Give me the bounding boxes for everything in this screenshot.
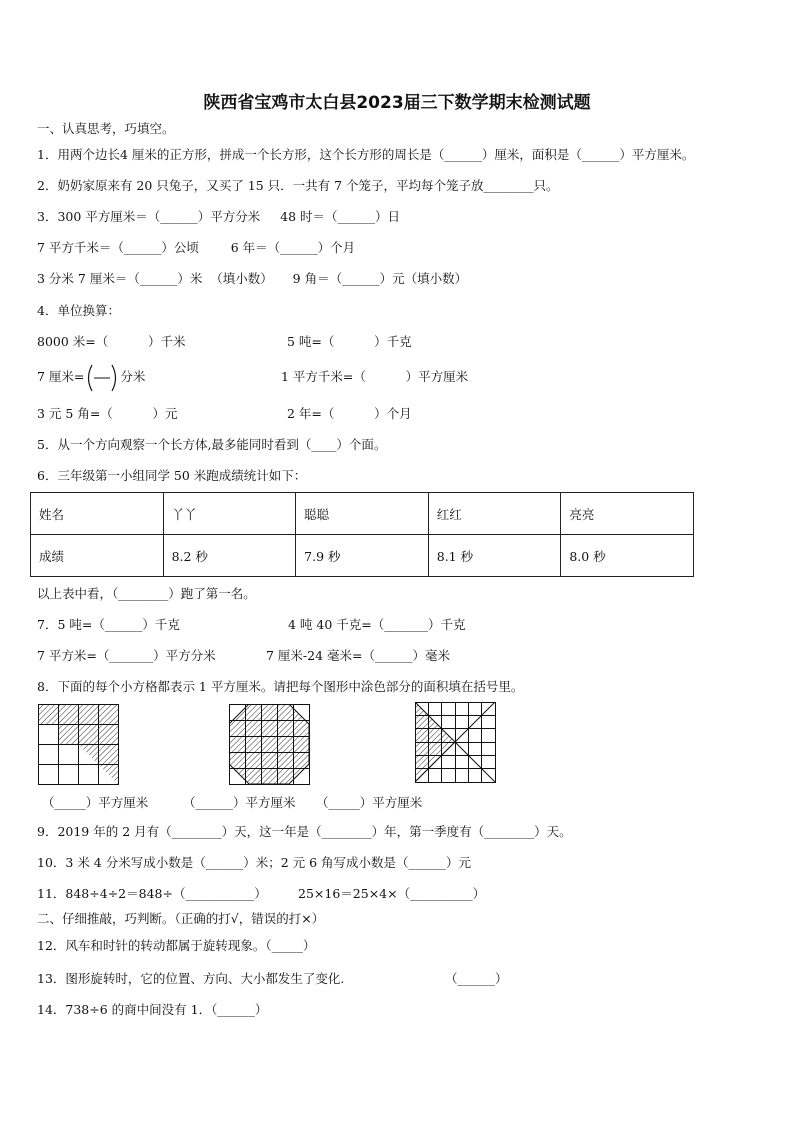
question-11-right: 25×16＝25×4×（__________）: [298, 886, 486, 901]
table-cell: 聪聪: [296, 493, 429, 535]
question-7b-left: 7 平方米=（_______）平方分米: [37, 648, 216, 663]
q4b-prefix: 7 厘米=: [37, 369, 85, 384]
fraction-blank: [84, 370, 120, 386]
question-4: 4．单位换算：: [37, 303, 120, 318]
table-cell: 8.1 秒: [428, 535, 561, 577]
figure-1-grid: [38, 704, 120, 786]
question-3c: 3 分米 7 厘米＝（______）米 （填小数） 9 角＝（______）元（填小数）: [37, 271, 468, 286]
question-4a-right: 5 吨=（ ）千克: [287, 334, 412, 349]
question-4c-left: 3 元 5 角=（ ）元: [37, 406, 178, 421]
question-14: 14．738÷6 的商中间没有 1．（______）: [37, 1002, 268, 1017]
question-7a-left: 7．5 吨=（______）千克: [37, 617, 180, 632]
figure-1-answer: （_____）平方厘米: [42, 795, 149, 810]
question-12: 12．风车和时针的转动都属于旋转现象。（_____）: [37, 938, 316, 953]
table-cell: 姓名: [31, 493, 164, 535]
question-10: 10．3 米 4 分米写成小数是（______）米；2 元 6 角写成小数是（______）元: [37, 855, 472, 870]
table-cell: 亮亮: [561, 493, 694, 535]
figure-3-answer: （_____）平方厘米: [316, 795, 423, 810]
question-4b-right: 1 平方千米=（ ）平方厘米: [281, 369, 469, 384]
figure-2-answer: （______）平方厘米: [183, 795, 296, 810]
figure-3-grid: [415, 702, 497, 784]
question-4a-left: 8000 米=（ ）千米: [37, 334, 186, 349]
table-cell: 8.2 秒: [163, 535, 296, 577]
question-11-left: 11．848÷4÷2＝848÷（___________）: [37, 886, 267, 901]
table-cell: 成绩: [31, 535, 164, 577]
q4b-suffix: 分米: [120, 369, 146, 384]
page-title: 陕西省宝鸡市太白县2023届三下数学期末检测试题: [203, 93, 591, 113]
table-cell: 丫丫: [163, 493, 296, 535]
question-2: 2．奶奶家原来有 20 只兔子，又买了 15 只．一共有 7 个笼子，平均每个笼子放________只。: [37, 178, 559, 193]
section-1-heading: 一、认真思考，巧填空。: [37, 121, 175, 136]
question-4c-right: 2 年=（ ）个月: [287, 406, 412, 421]
table-row: [31, 535, 694, 577]
question-13: 13．图形旋转时，它的位置、方向、大小都发生了变化.: [37, 971, 345, 986]
question-9: 9．2019 年的 2 月有（________）天，这一年是（________）年，第一季度有（________）天。: [37, 824, 572, 839]
question-3a: 3．300 平方厘米＝（______）平方分米 48 时＝（______）日: [37, 209, 401, 224]
question-1: 1．用两个边长4 厘米的正方形，拼成一个长方形，这个长方形的周长是（______）厘米，面积是（______）平方厘米。: [37, 147, 695, 162]
table-cell: 8.0 秒: [561, 535, 694, 577]
question-7b-right: 7 厘米-24 毫米=（______）毫米: [266, 648, 451, 663]
section-2-heading: 二、仔细推敲，巧判断。（正确的打√，错误的打×）: [37, 911, 325, 926]
scores-table: [30, 492, 694, 577]
question-7a-right: 4 吨 40 千克=（_______）千克: [288, 617, 466, 632]
question-13-answer: （______）: [445, 971, 508, 986]
table-cell: 7.9 秒: [296, 535, 429, 577]
question-8: 8．下面的每个小方格都表示 1 平方厘米。请把每个图形中涂色部分的面积填在括号里。: [37, 679, 524, 694]
question-3b: 7 平方千米＝（______）公顷 6 年＝（______）个月: [37, 240, 356, 255]
question-4b-left: [37, 369, 145, 386]
question-6b: 以上表中看，（________）跑了第一名。: [37, 586, 256, 601]
question-5: 5．从一个方向观察一个长方体,最多能同时看到（____）个面。: [37, 437, 387, 452]
question-6: 6．三年级第一小组同学 50 米跑成绩统计如下：: [37, 468, 307, 483]
table-cell: 红红: [428, 493, 561, 535]
figure-2-grid: [229, 704, 311, 786]
table-row: [31, 493, 694, 535]
